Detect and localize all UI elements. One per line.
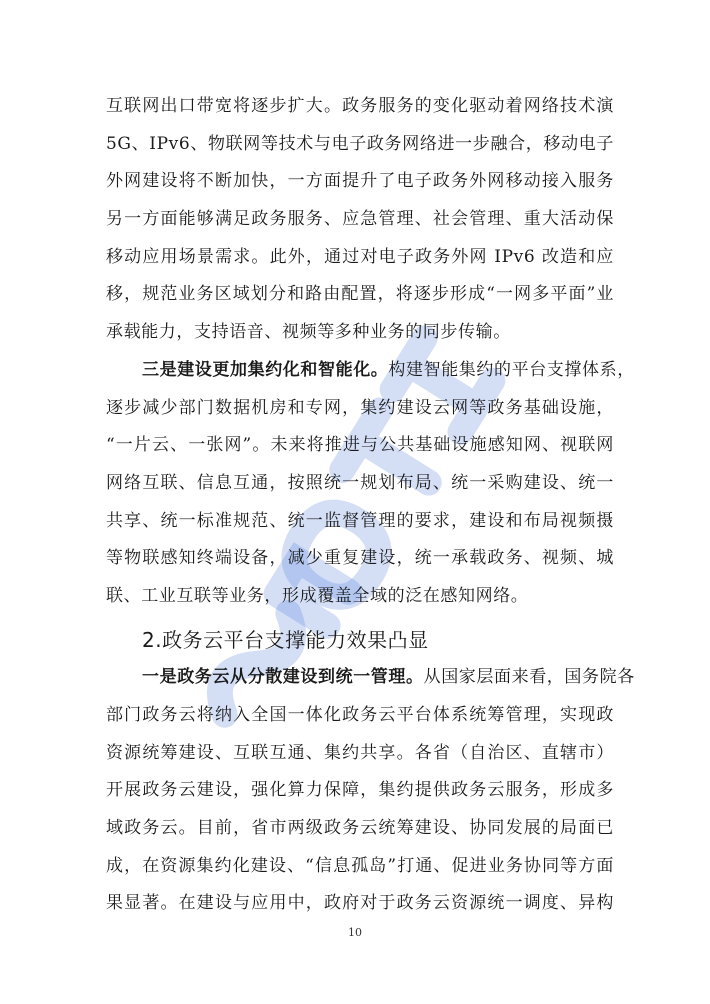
text-line: 移，规范业务区域划分和路由配置，将逐步形成“一网多平面”业 <box>106 284 614 305</box>
paragraph-lead: 一是政务云从分散建设到统一管理。 <box>142 667 424 688</box>
text-line: 部门政务云将纳入全国一体化政务云平台体系统筹管理，实现政 <box>106 705 614 725</box>
text-line: 另一方面能够满足政务服务、应急管理、社会管理、重大活动保 <box>106 209 614 230</box>
text-line: 外网建设将不断加快，一方面提升了电子政务外网移动接入服务 <box>106 171 614 192</box>
paragraph-lead-rest: 从国家层面来看，国务院各 <box>423 667 635 688</box>
paragraph-cloud <box>106 659 635 923</box>
paragraph-lead-rest: 构建智能集约的平台支撑体系， <box>388 359 635 380</box>
section-heading: 2.政务云平台支撑能力效果凸显 <box>142 627 429 652</box>
text-line: 等物联感知终端设备，减少重复建设，统一承载政务、视频、城 <box>106 548 614 569</box>
text-line: 逐步减少部门数据机房和专网，集约建设云网等政务基础设施， <box>106 397 614 418</box>
text-line: 开展政务云建设，强化算力保障，集约提供政务云服务，形成多 <box>106 780 614 801</box>
paragraph-lead: 三是建设更加集约化和智能化。 <box>142 359 389 380</box>
text-line: 共享、统一标准规范、统一监督管理的要求，建设和布局视频摄 <box>106 510 614 531</box>
body-text <box>106 88 635 923</box>
text-line: 互联网出口带宽将逐步扩大。政务服务的变化驱动着网络技术演 <box>106 96 614 116</box>
text-line <box>106 659 635 697</box>
text-line: “一片云、一张网”。未来将推进与公共基础设施感知网、视联网 <box>106 435 614 456</box>
text-line: 承载能力，支持语音、视频等多种业务的同步传输。 <box>106 322 511 343</box>
text-line: 资源统筹建设、互联互通、集约共享。各省（自治区、直辖市） <box>106 742 614 763</box>
text-line <box>106 352 635 390</box>
text-line: 域政务云。目前，省市两级政务云统筹建设、协同发展的局面已 <box>106 818 614 839</box>
text-line: 移动应用场景需求。此外，通过对电子政务外网 IPv6 改造和应 <box>106 246 614 267</box>
paragraph-intensive <box>106 352 635 616</box>
text-line: 5G、IPv6、物联网等技术与电子政务网络进一步融合，移动电子 <box>106 133 614 154</box>
text-line: 成，在资源集约化建设、“信息孤岛”打通、促进业务协同等方面 <box>106 855 614 876</box>
text-line: 果显著。在建设与应用中，政府对于政务云资源统一调度、异构 <box>106 893 614 914</box>
paragraph-network <box>106 88 614 352</box>
text-line: 联、工业互联等业务，形成覆盖全域的泛在感知网络。 <box>106 585 529 606</box>
page-number: 10 <box>348 926 362 939</box>
text-line: 网络互联、信息互通，按照统一规划布局、统一采购建设、统一 <box>106 472 614 493</box>
